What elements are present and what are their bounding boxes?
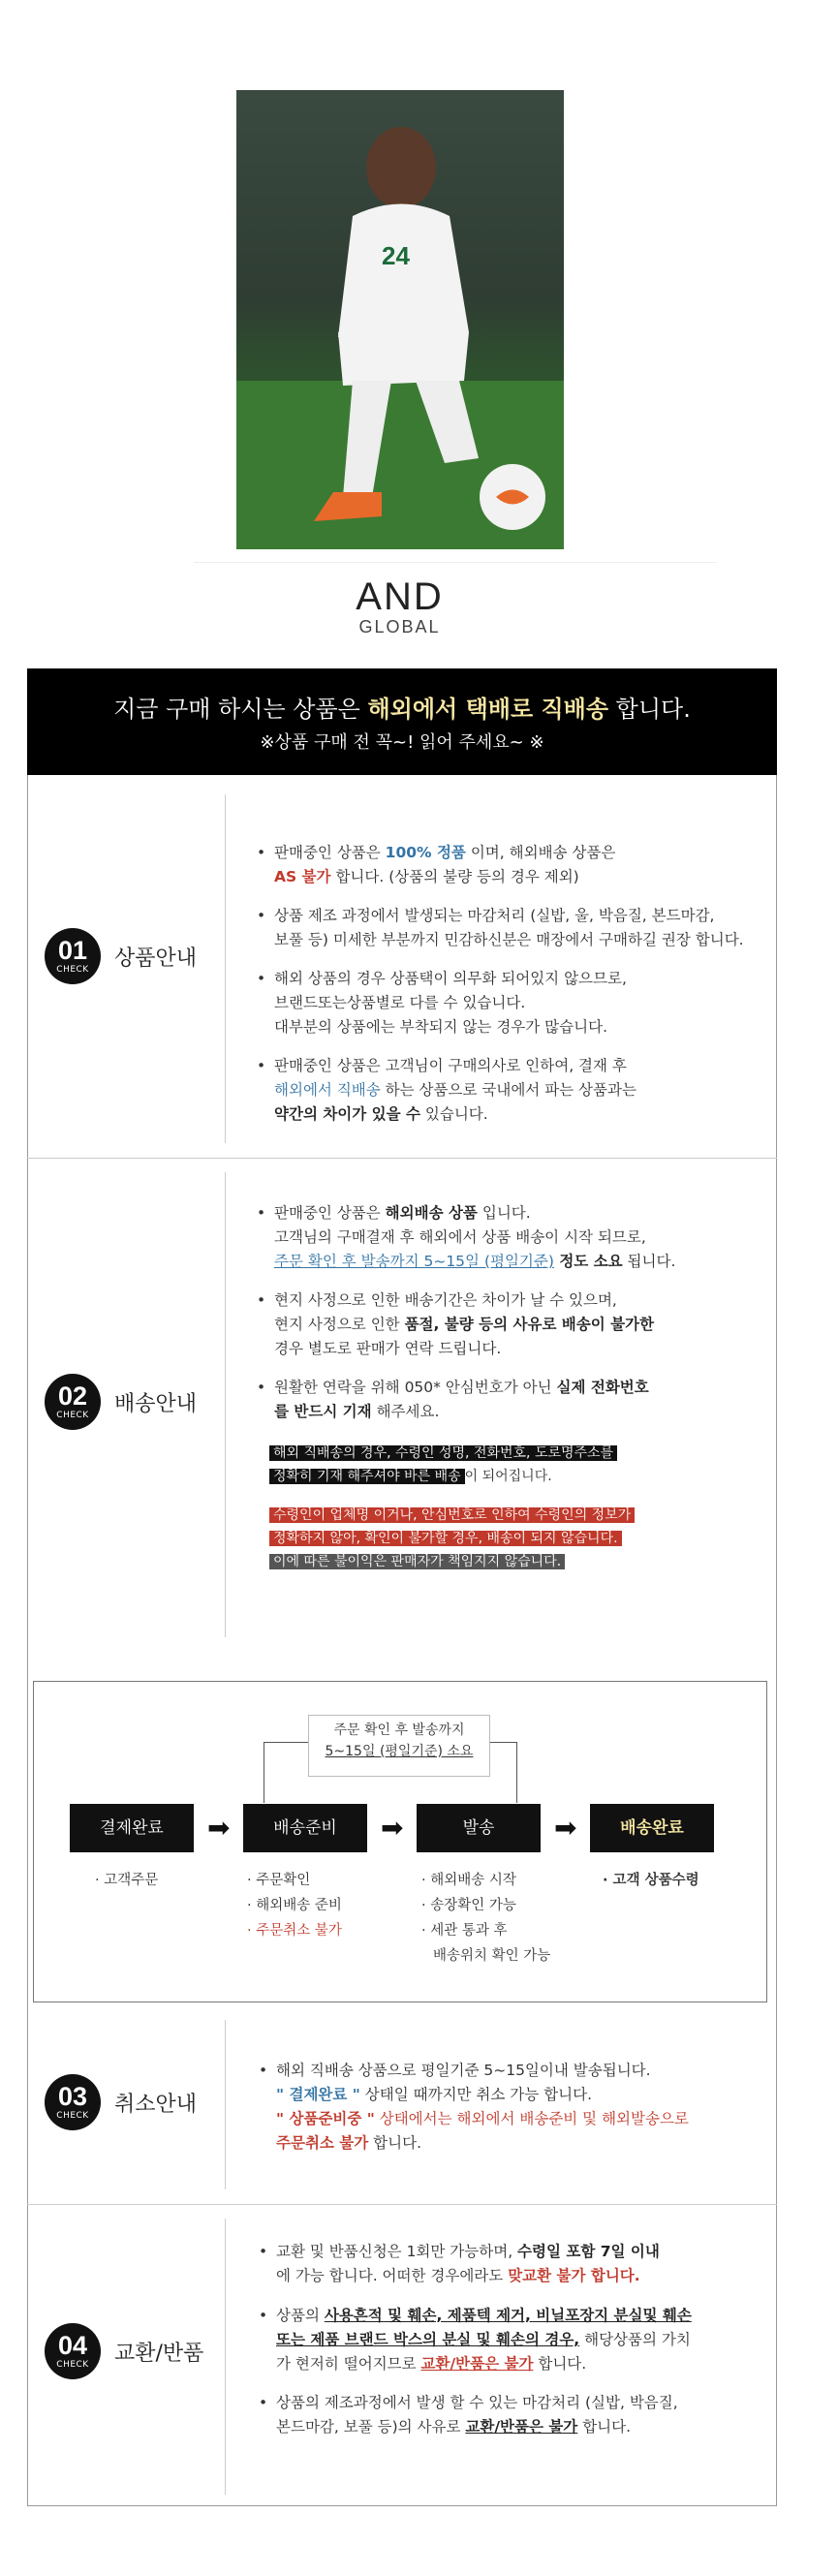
section-title-shipping: 배송안내: [114, 1392, 198, 1416]
flow-col-delivered: · 고객 상품수령: [603, 1873, 699, 1888]
banner-title: 지금 구매 하시는 상품은 해외에서 택배로 직배송 합니다.: [113, 696, 691, 723]
divider: [225, 2219, 226, 2495]
list-item: • 교환 및 반품신청은 1회만 가능하며, 수령일 포함 7일 이내 에 가능 합니다. 어떠한 경우에라도 맞교환 불가 합니다.: [259, 2243, 660, 2284]
divider: [225, 2020, 226, 2189]
list-item: • 판매중인 상품은 100% 정품 이며, 해외배송 상품은 AS 불가 합니다. (상품의 불량 등의 경우 제외): [257, 844, 616, 885]
list-item: • 상품의 제조과정에서 발생 할 수 있는 마감처리 (실밥, 박음질, 본드마감, 보풀 등)의 사유로 교환/반품은 불가 합니다.: [259, 2394, 678, 2436]
list-item: • 해외 상품의 경우 상품택이 의무화 되어있지 않으므로, 브랜드또는상품별로 다를 수 있습니다. 대부분의 상품에는 부착되지 않는 경우가 많습니다.: [257, 970, 627, 1036]
section-badge-02: 02 CHECK: [45, 1374, 101, 1430]
product-photo: [236, 90, 564, 549]
divider: [27, 1158, 777, 1159]
notice-box-dark: 해외 직배송의 경우, 수령인 성명, 전화번호, 도로명주소를 정확히 기재 해주셔야 바른 배송 이 되어집니다.: [269, 1442, 617, 1488]
arrow-right-icon: ➡: [554, 1812, 577, 1844]
flow-col-preparing: · 주문확인 · 해외배송 준비 · 주문취소 불가: [247, 1873, 342, 1939]
list-item: • 판매중인 상품은 고객님이 구매의사로 인하여, 결재 후 해외에서 직배송 하는 상품으로 국내에서 파는 상품과는 약간의 차이가 있을 수 있습니다.: [257, 1057, 636, 1123]
list-item: • 판매중인 상품은 해외배송 상품 입니다. 고객님의 구매결재 후 해외에서 상품 배송이 시작 되므로, 주문 확인 후 발송까지 5~15일 (평일기준) 정도 소요 됩니다.: [257, 1204, 676, 1270]
divider: [194, 562, 717, 563]
section-badge-04: 04 CHECK: [45, 2323, 101, 2379]
brand-logo-sub: GLOBAL: [358, 617, 441, 636]
brand-logo: AND: [356, 575, 444, 618]
flow-step-preparing: 배송준비: [243, 1804, 367, 1852]
flow-col-payment: · 고객주문: [95, 1873, 159, 1888]
flow-note: 주문 확인 후 발송까지 5~15일 (평일기준) 소요: [308, 1715, 490, 1777]
divider: [27, 2204, 777, 2205]
soccer-player-illustration: [236, 90, 564, 549]
section-title-product: 상품안내: [114, 947, 198, 971]
list-item: • 해외 직배송 상품으로 평일기준 5~15일이내 발송됩니다. " 결제완료 " 상태일 때까지만 취소 가능 합니다. " 상품준비중 " 상태에서는 해외에서 배송준비 및 해외발송으로 주문취소 불가 합니다.: [259, 2062, 689, 2152]
divider: [225, 794, 226, 1143]
divider: [225, 1172, 226, 1637]
notice-box-red: 수령인이 업체명 이거나, 안심번호로 인하여 수령인의 정보가 정확하지 않아, 확인이 불가할 경우, 배송이 되지 않습니다. 이에 따른 불이익은 판매자가 책임지지 않습니다.: [269, 1504, 635, 1573]
flow-step-shipped: 발송: [417, 1804, 541, 1852]
section-badge-03: 03 CHECK: [45, 2074, 101, 2130]
arrow-right-icon: ➡: [207, 1812, 231, 1844]
arrow-right-icon: ➡: [381, 1812, 404, 1844]
flow-step-delivered: 배송완료: [590, 1804, 714, 1852]
list-item: • 상품의 사용흔적 및 훼손, 제품텍 제거, 비닐포장지 분실및 훼손 또는 제품 브랜드 박스의 분실 및 훼손의 경우, 해당상품의 가치 가 현저히 떨어지므로 교환/반품은 불가 합니다.: [259, 2307, 692, 2373]
flow-step-payment: 결제완료: [70, 1804, 194, 1852]
section-title-cancel: 취소안내: [114, 2093, 198, 2117]
list-item: • 원활한 연락을 위해 050* 안심번호가 아닌 실제 전화번호 를 반드시 기재 해주세요.: [257, 1379, 649, 1420]
section-badge-01: 01 CHECK: [45, 928, 101, 984]
section-title-exchange: 교환/반품: [114, 2342, 204, 2366]
flow-col-shipped: · 해외배송 시작 · 송장확인 가능 · 세관 통과 후 배송위치 확인 가능: [421, 1873, 551, 1964]
banner-subtitle: ※상품 구매 전 꼭~! 읽어 주세요~ ※: [260, 732, 544, 753]
list-item: • 현지 사정으로 인한 배송기간은 차이가 날 수 있으며, 현지 사정으로 인한 품절, 불량 등의 사유로 배송이 불가한 경우 별도로 판매가 연락 드립니다.: [257, 1291, 655, 1357]
list-item: • 상품 제조 과정에서 발생되는 마감처리 (실밥, 울, 박음질, 본드마감, 보풀 등) 미세한 부분까지 민감하신분은 매장에서 구매하길 권장 합니다.: [257, 907, 744, 948]
svg-text:24: 24: [382, 241, 410, 270]
